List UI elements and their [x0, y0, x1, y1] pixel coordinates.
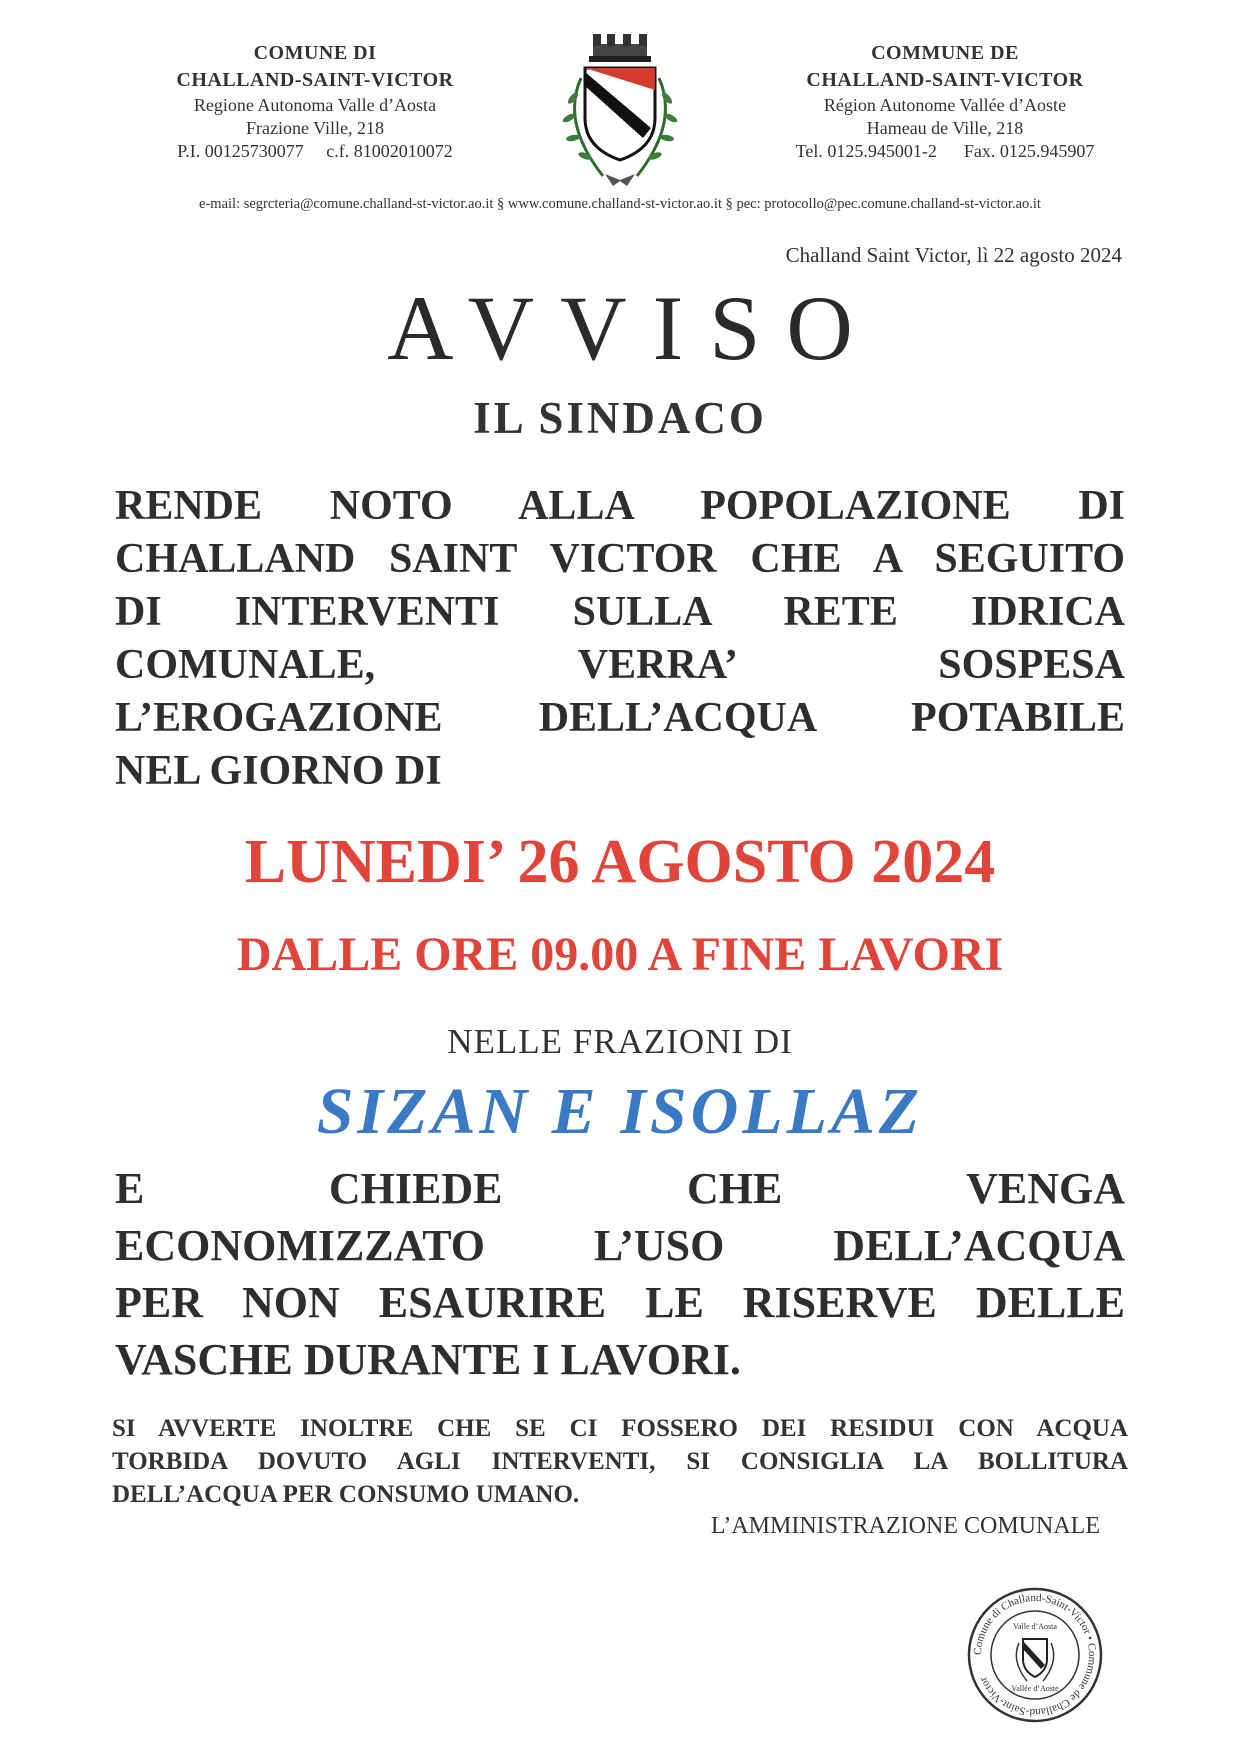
announcement-line: DI INTERVENTI SULLA RETE IDRICA [115, 589, 1125, 635]
header-left-address: Frazione Ville, 218 [245, 118, 385, 138]
notice-subtitle: IL SINDACO [473, 393, 767, 443]
announcement-line: COMUNALE, VERRA’ SOSPESA [115, 642, 1125, 688]
header-right-phone-fax [760, 140, 1130, 163]
header-contacts: e-mail: segrcteria@comune.challand-st-victor.ao.it § www.comune.challand-st-victor.ao.it § pec: protocollo@pec.comune.challand-st-victor.ao.it [199, 196, 1041, 212]
header-right-block [760, 40, 1130, 163]
announcement-line: RENDE NOTO ALLA POPOLAZIONE DI [115, 483, 1125, 529]
header-fax: Fax. 0125.945907 [963, 141, 1095, 161]
announcement-paragraph [115, 480, 1125, 798]
interruption-hours: DALLE ORE 09.00 A FINE LAVORI [236, 928, 1004, 981]
notice-title: AVVISO [387, 277, 879, 379]
header-cf: c.f. 81002010072 [326, 141, 453, 161]
announcement-line: NEL GIORNO DI [115, 748, 442, 794]
signature-line: L’AMMINISTRAZIONE COMUNALE [710, 1513, 1100, 1539]
header-right-line1: COMMUNE DE [871, 42, 1019, 64]
header-tel: Tel. 0125.945001-2 [795, 141, 937, 161]
frazioni-label: NELLE FRAZIONI DI [447, 1022, 793, 1061]
advisory-paragraph [112, 1412, 1128, 1511]
municipal-crest-icon [555, 28, 685, 188]
announcement-line: L’EROGAZIONE DELL’ACQUA POTABILE [115, 695, 1125, 741]
request-line: E CHIEDE CHE VENGA [115, 1164, 1125, 1213]
advisory-line: DELL’ACQUA PER CONSUMO UMANO. [112, 1481, 580, 1508]
header-right-municipality: CHALLAND-SAINT-VICTOR [806, 69, 1084, 91]
interruption-date: LUNEDI’ 26 AGOSTO 2024 [244, 828, 996, 896]
official-stamp-icon [965, 1585, 1105, 1725]
header-left-municipality: CHALLAND-SAINT-VICTOR [176, 69, 454, 91]
header-right-address: Hameau de Ville, 218 [866, 118, 1024, 138]
request-line: VASCHE DURANTE I LAVORI. [115, 1335, 741, 1384]
stamp-inner-bottom: Vallée d’Aoste [1011, 1684, 1059, 1693]
header-piva: P.I. 00125730077 [177, 141, 304, 161]
header-left-block [150, 40, 480, 163]
header-right-region: Région Autonome Vallée d’Aoste [823, 95, 1067, 115]
advisory-line: TORBIDA DOVUTO AGLI INTERVENTI, SI CONSIGLIA LA BOLLITURA [112, 1448, 1128, 1475]
header-left-region: Regione Autonoma Valle d’Aosta [193, 95, 437, 115]
header-left-tax-ids [150, 140, 480, 163]
document-date: Challand Saint Victor, lì 22 agosto 2024 [785, 243, 1122, 267]
header-left-line1: COMUNE DI [253, 42, 377, 64]
stamp-outer-text: Comune di Challand-Saint-Victor • Commune de Challand-Saint-Victor [971, 1591, 1099, 1719]
request-line: PER NON ESAURIRE LE RISERVE DELLE [115, 1278, 1125, 1327]
advisory-line: SI AVVERTE INOLTRE CHE SE CI FOSSERO DEI RESIDUI CON ACQUA [112, 1415, 1128, 1442]
request-line: ECONOMIZZATO L’USO DELL’ACQUA [115, 1221, 1125, 1270]
request-paragraph [115, 1160, 1125, 1388]
stamp-inner-top: Valle d’Aosta [1013, 1622, 1057, 1631]
announcement-line: CHALLAND SAINT VICTOR CHE A SEGUITO [115, 536, 1125, 582]
affected-frazioni: SIZAN E ISOLLAZ [316, 1075, 924, 1148]
